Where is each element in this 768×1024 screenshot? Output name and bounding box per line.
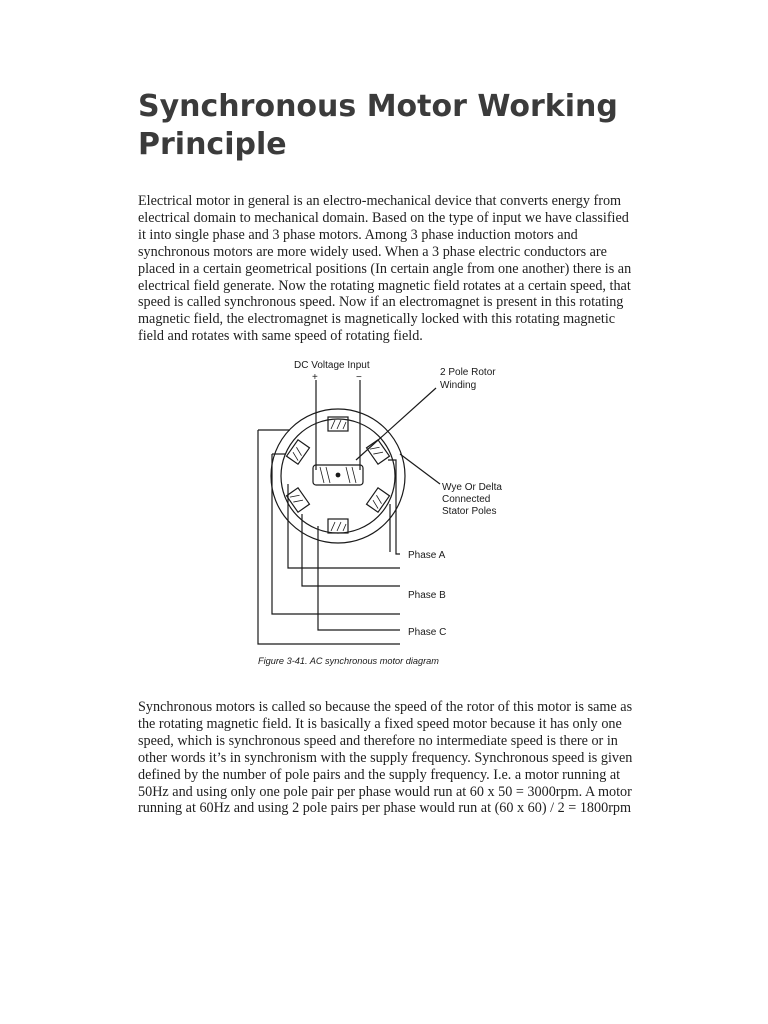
dc-input-label: DC Voltage Input — [294, 360, 370, 371]
stator-pole-lower-right — [367, 488, 390, 512]
stator-pole-bottom — [328, 519, 348, 533]
rotor-label-line2: Winding — [440, 380, 477, 391]
phase-c-label: Phase C — [408, 627, 447, 638]
phase-a-label: Phase A — [408, 550, 446, 561]
dc-plus-sign: + — [312, 372, 318, 383]
dc-minus-sign: − — [356, 372, 362, 383]
stator-label-line1: Wye Or Delta — [442, 482, 502, 493]
motor-diagram — [250, 354, 510, 674]
intro-paragraph: Electrical motor in general is an electro-mechanical device that converts energy from electrical domain to mechanical domain. Based on the type of input we have classified it into single phase and 3 phase motors. Among 3 phase induction motors and synchronous motors are more widely used. When a 3 phase electric conductors are placed in a certain geometrical positions (In certain angle from one another) there is an electrical field generate. Now the rotating magnetic field rotates at a certain speed, that speed is called synchronous speed. Now if an electromagnet is present in this rotating magnetic field, the electromagnet is magnetically locked with this rotating magnetic field and rotates with same speed of rotating field. — [138, 193, 632, 345]
phase-b-label: Phase B — [408, 590, 446, 601]
phase-wiring — [258, 430, 400, 644]
stator-pole-lower-left — [287, 488, 310, 512]
rotor-leader-line — [356, 388, 436, 460]
stator-label-line3: Stator Poles — [442, 506, 497, 517]
stator-pole-upper-right — [367, 440, 390, 464]
rotor-label-line1: 2 Pole Rotor — [440, 367, 496, 378]
motor-diagram-figure — [250, 354, 510, 674]
explanation-paragraph: Synchronous motors is called so because the speed of the rotor of this motor is same as the rotating magnetic field. It is basically a fixed speed motor because it has only one speed, which is synchronous speed and therefore no intermediate speed is there or in other words it’s in synchronism with the supply frequency. Synchronous speed is given defined by the number of pole pairs and the supply frequency. I.e. a motor running at 50Hz and using only one pole pair per phase would run at 60 x 50 = 3000rpm. A motor running at 60Hz and using 2 pole pairs per phase would run at (60 x 60) / 2 = 1800rpm — [138, 699, 633, 817]
figure-caption: Figure 3-41. AC synchronous motor diagram — [258, 656, 439, 666]
rotor-center-dot — [336, 473, 341, 478]
stator-pole-upper-left — [287, 440, 310, 464]
stator-leader-line — [400, 454, 440, 484]
page-title: Synchronous Motor Working Principle — [138, 89, 618, 162]
stator-label-line2: Connected — [442, 494, 491, 505]
